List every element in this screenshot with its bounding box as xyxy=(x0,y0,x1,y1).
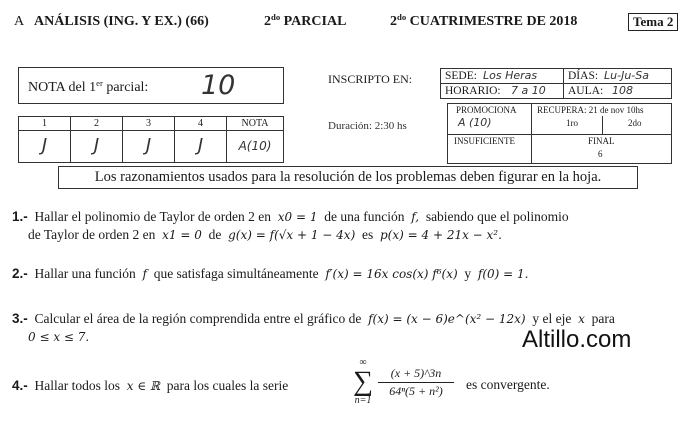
grade-grid xyxy=(18,116,284,163)
promociona-cell: PROMOCIONA A (10) xyxy=(447,103,532,135)
grid-header-2: 2 xyxy=(70,116,123,131)
sede-cell: SEDE: Los Heras xyxy=(440,68,564,84)
grid-header-4: 4 xyxy=(174,116,227,131)
grid-value-1: J xyxy=(18,130,71,163)
status-box xyxy=(447,103,672,164)
fraction-denominator: 64ⁿ(5 + n²) xyxy=(389,384,443,398)
grid-value-3: J xyxy=(122,130,175,163)
problem-3: 3.- Calcular el área de la región comprendida entre el gráfico de f(x) = (x − 6)e^(x² − 12x) y el eje x para 0 ≤ x ≤ 7. xyxy=(12,311,615,344)
grid-value-4: J xyxy=(174,130,227,163)
dias-cell: DÍAS: Lu-Ju-Sa xyxy=(563,68,672,84)
final-cell: FINAL 6 xyxy=(531,134,672,164)
grid-value-nota: A(10) xyxy=(226,130,284,163)
altillo-watermark: Altillo.com xyxy=(522,326,632,353)
sum-sigma: ∑ xyxy=(353,366,373,397)
grid-header-3: 3 xyxy=(122,116,175,131)
course-title: ANÁLISIS (ING. Y EX.) (66) xyxy=(34,14,209,29)
tema-badge: Tema 2 xyxy=(628,13,678,31)
grid-header-1: 1 xyxy=(18,116,71,131)
grid-value-2: J xyxy=(70,130,123,163)
problem-2: 2.- Hallar una función f que satisfaga simultáneamente f′(x) = 16x cos(x) f⁶(x) y f(0) = 1. xyxy=(12,266,529,281)
fraction-numerator: (x + 5)^3n xyxy=(390,366,442,380)
problem-1: 1.- Hallar el polinomio de Taylor de orden 2 en x0 = 1 de una función f, sabiendo que el polinomio de Taylor de orden 2 en x1 = 0 de g(x) = f(√x + 1 − 4x) es p(x) = 4 + 21x − x². xyxy=(12,209,569,242)
nota-value: 10 xyxy=(201,70,236,101)
problem-4-tail: es convergente. xyxy=(466,377,550,392)
nota-label: NOTA del 1er parcial: xyxy=(28,78,149,95)
term-title: $2^{do}$ CUATRIMESTRE DE 2018 xyxy=(390,12,578,29)
grid-header-nota: NOTA xyxy=(226,116,284,131)
exam-title: $2^{do}$ PARCIAL xyxy=(264,12,347,29)
recupera-cell: RECUPERA: 21 de nov 10hs 1ro 2do xyxy=(531,103,672,135)
duracion-label: Duración: 2:30 hs xyxy=(328,120,407,132)
insuficiente-cell: INSUFICIENTE xyxy=(447,134,532,164)
sum-lower: n=1 xyxy=(354,395,372,406)
notice-box: Los razonamientos usados para la resolución de los problemas deben figurar en la hoja. xyxy=(58,166,638,189)
exam-header xyxy=(12,14,692,36)
horario-cell: HORARIO: 7 a 10 xyxy=(440,83,564,99)
enrollment-box xyxy=(440,68,672,98)
nota-box xyxy=(18,67,284,104)
inscripto-label: INSCRIPTO EN: xyxy=(328,72,413,86)
series-fraction xyxy=(378,366,454,399)
version-letter: A xyxy=(14,14,25,29)
aula-cell: AULA: 108 xyxy=(563,83,672,99)
series-sum xyxy=(352,358,374,410)
sum-upper: ∞ xyxy=(359,357,367,368)
problem-4: 4.- Hallar todos los x ∈ ℝ para los cuales la serie xyxy=(12,378,289,393)
